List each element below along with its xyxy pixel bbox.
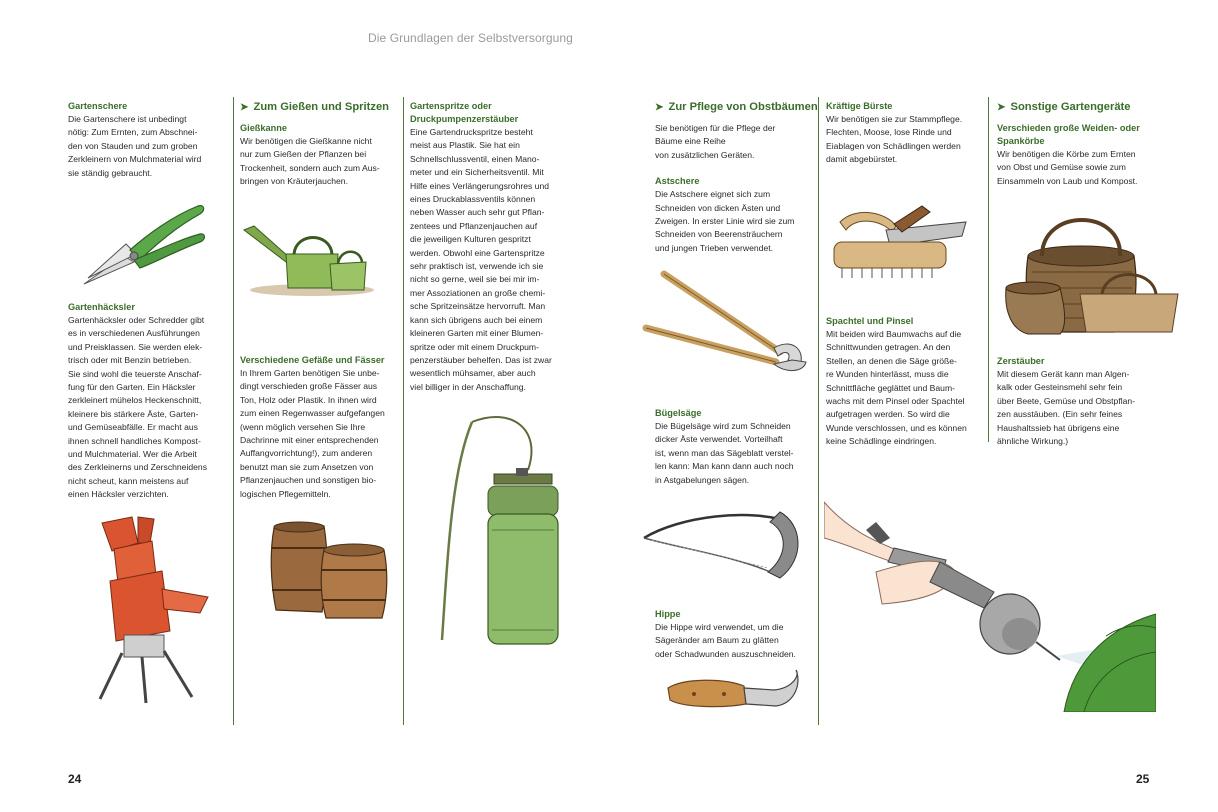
pressure-sprayer-illustration	[432, 410, 572, 660]
column-4-hippe	[655, 608, 815, 661]
text-line: eines Druckablassventils können	[410, 194, 536, 205]
text-line: einen Häcksler verzichten.	[68, 489, 169, 500]
heading-gefaesse: Verschiedene Gefäße und Fässer	[240, 355, 385, 365]
page-number-right: 25	[1136, 772, 1150, 786]
column-6	[997, 100, 1157, 188]
heading-hippe: Hippe	[655, 609, 681, 619]
text-line: trisch oder mit Benzin betrieben.	[68, 355, 192, 366]
text-spachtel	[826, 328, 986, 449]
text-line: meter und ein Sicherheitsventil. Mit	[410, 167, 544, 178]
text-line: Zweigen. In erster Linie wird sie zum	[655, 216, 795, 227]
text-line: nur zum Gießen der Pflanzen bei	[240, 149, 367, 160]
heading-buegelsaege: Bügelsäge	[655, 408, 702, 418]
text-line: oder Schadwunden auszuschneiden.	[655, 648, 796, 659]
text-line: Sie benötigen für die Pflege der	[655, 123, 776, 133]
text-line: Schneiden von dicken Ästen und	[655, 202, 781, 213]
text-line: ist, wenn man das Sägeblatt verstel-	[655, 447, 794, 458]
text-line: die jeweiligen Kulturen gespritzt	[410, 234, 531, 245]
text-line: in Astgabelungen sägen.	[655, 474, 750, 485]
text-line: über Beete, Gemüse und Obstpflan-	[997, 395, 1136, 406]
text-line: aufgetragen werden. So wird die	[826, 409, 950, 420]
column-rule-3	[818, 97, 819, 725]
text-line: nicht so gerne, weil sie bei mir im-	[410, 274, 540, 285]
text-line: Zerkleinern von Mulchmaterial wird	[68, 154, 202, 165]
text-line: zum einen Regenwasser aufgefangen	[240, 408, 385, 419]
heading-gartenhaecksler: Gartenhäcksler	[68, 302, 135, 312]
text-line: zen ausstäuben. (Ein sehr feines	[997, 409, 1123, 420]
text-line: sche Spritzeinsätze hervorruft. Man	[410, 301, 546, 312]
text-line: und Mulchmaterial. Wer die Arbeit	[68, 449, 197, 460]
text-line: benutzt man sie zum Ansetzen von	[240, 461, 374, 472]
text-line: und jungen Trieben verwendet.	[655, 242, 774, 253]
text-buegelsaege	[655, 420, 815, 487]
text-line: neben Wasser auch sehr gut Pflan-	[410, 207, 545, 218]
text-giesskanne	[240, 135, 400, 189]
text-line: zentees und Pflanzenjauchen auf	[410, 220, 538, 231]
text-intro-obstbaeume	[655, 122, 815, 162]
column-rule-2	[403, 97, 404, 725]
text-line: bringen von Kräuterjauchen.	[240, 176, 348, 187]
text-line: Schnittwunden getragen. An den	[826, 342, 951, 353]
column-2-gefaesse	[240, 354, 400, 501]
text-line: mer Assoziationen an große chemi-	[410, 287, 546, 298]
column-rule-1	[233, 97, 234, 725]
text-line: Pflanzenjauchen und sonstigen bio-	[240, 475, 377, 486]
section-title: Zur Pflege von Obstbäumen	[668, 101, 818, 113]
text-line: keine Schädlinge eindringen.	[826, 436, 937, 447]
text-line: Dachrinne mit einer entsprechenden	[240, 435, 379, 446]
text-line: spritze oder mit einem Druckpum-	[410, 341, 539, 352]
text-line: fung für den Garten. Ein Häcksler	[68, 382, 196, 393]
section-title: Sonstige Gartengeräte	[1010, 101, 1131, 113]
section-sonstige	[997, 100, 1157, 115]
column-rule-4	[988, 97, 989, 442]
text-line: Die Gartenschere ist unbedingt	[68, 114, 187, 124]
text-line: Ton, Holz oder Plastik. In ihnen wird	[240, 394, 377, 405]
text-line: Stellen, an denen die Säge größe-	[826, 355, 957, 366]
text-line: meist aus Plastik. Sie hat ein	[410, 140, 520, 151]
text-line: re Wunden hinterlässt, muss die	[826, 369, 949, 380]
text-line: Eiablagen von Schädlingen werden	[826, 140, 961, 151]
heading-line: Verschieden große Weiden- oder	[997, 123, 1140, 133]
heading-buerste: Kräftige Bürste	[826, 101, 893, 111]
text-line: den von Stauden und zum groben	[68, 140, 198, 151]
text-koerbe	[997, 148, 1157, 188]
text-line: ähnliche Wirkung.)	[997, 436, 1069, 447]
text-line: dingt verschieden große Fässer aus	[240, 381, 378, 392]
text-line: Wir benötigen die Gießkanne nicht	[240, 136, 372, 146]
text-line: Wir benötigen sie zur Stammpflege.	[826, 114, 963, 124]
column-2	[240, 100, 400, 189]
text-line: Einsammeln von Laub und Kompost.	[997, 175, 1138, 186]
baskets-illustration	[1002, 208, 1184, 338]
text-line: Mit beiden wird Baumwachs auf die	[826, 329, 962, 339]
text-line: Schnittfläche geglättet und Baum-	[826, 382, 955, 393]
loppers-illustration	[640, 268, 812, 378]
text-line: Flechten, Moose, lose Rinde und	[826, 127, 952, 138]
text-line: von zusätzlichen Geräten.	[655, 149, 755, 160]
text-line: len kann: Man kann dann auch noch	[655, 461, 794, 472]
arrow-icon: ➤	[655, 102, 664, 113]
text-line: kleinere bis stärkere Äste, Garten-	[68, 408, 199, 419]
column-3	[410, 100, 570, 394]
text-gartenhaecksler	[68, 314, 228, 502]
text-line: Hilfe eines Verlängerungsrohres und	[410, 180, 550, 191]
heading-astschere: Astschere	[655, 176, 700, 187]
text-line: Trockenheit, sondern auch zum Aus-	[240, 162, 380, 173]
arrow-icon: ➤	[997, 102, 1006, 113]
text-line: (wenn möglich versehen Sie Ihre	[240, 421, 366, 432]
text-line: kleineren Garten mit einer Blumen-	[410, 328, 544, 339]
text-line: logischen Pflegemitteln.	[240, 488, 331, 499]
text-line: Schnellschlussventil, einen Mano-	[410, 153, 540, 164]
running-header: Die Grundlagen der Selbstversorgung	[368, 31, 573, 45]
text-line: damit abgebürstet.	[826, 154, 898, 165]
text-line: Sie sind wohl die teuerste Anschaf-	[68, 368, 202, 379]
column-6-zerstaeuber	[997, 355, 1157, 448]
text-hippe	[655, 621, 815, 661]
pruning-knife-illustration	[664, 668, 804, 718]
section-title: Zum Gießen und Spritzen	[253, 101, 389, 113]
text-line: wesentlich mühsamer, aber auch	[410, 368, 536, 379]
heading-line: Druckpumpenzerstäuber	[410, 114, 519, 124]
text-line: und Gemüseabfälle. Er macht aus	[68, 422, 198, 433]
section-obstbaeume	[655, 100, 818, 115]
text-line: und Preisklassen. Sie werden elek-	[68, 341, 203, 352]
heading-zerstaeuber: Zerstäuber	[997, 356, 1045, 366]
brush-illustration	[826, 202, 976, 286]
text-line: Haushaltssieb hat übrigens eine	[997, 422, 1120, 433]
bow-saw-illustration	[640, 502, 805, 584]
text-line: kann sich übrigens auch bei einem	[410, 314, 543, 325]
text-line: Die Astschere eignet sich zum	[655, 189, 771, 200]
text-line: Auffangvorrichtung!), zum anderen	[240, 448, 373, 459]
watering-can-illustration	[240, 218, 380, 298]
text-line: Die Hippe wird verwendet, um die	[655, 622, 784, 632]
heading-line: Gartenspritze oder	[410, 101, 492, 111]
section-giessen-spritzen	[240, 100, 400, 115]
text-gartenschere	[68, 113, 228, 180]
text-line: nicht scheut, kann meistens auf	[68, 475, 189, 486]
text-buerste	[826, 113, 986, 167]
text-line: es in verschiedenen Ausführungen	[68, 328, 200, 339]
text-line: Wunde verschlossen, und es können	[826, 422, 967, 433]
shredder-illustration	[92, 513, 232, 705]
heading-gartenschere: Gartenschere	[68, 101, 128, 111]
heading-gartenspritze	[410, 100, 570, 126]
text-line: Mit diesem Gerät kann man Algen-	[997, 369, 1130, 379]
text-line: Die Bügelsäge wird zum Schneiden	[655, 421, 791, 431]
text-gartenspritze	[410, 126, 570, 394]
text-line: zerkleinert mühelos Heckenschnitt,	[68, 395, 202, 406]
duster-illustration	[824, 496, 1156, 712]
column-1-haecksler	[68, 301, 228, 502]
text-line: viel billiger in der Anschaffung.	[410, 381, 526, 392]
text-line: kalk oder Gesteinsmehl sehr fein	[997, 382, 1123, 393]
text-line: Bäume eine Reihe	[655, 136, 726, 147]
heading-giesskanne: Gießkanne	[240, 123, 287, 133]
text-line: ihnen schnell handliches Kompost-	[68, 435, 201, 446]
pruning-shears-illustration	[78, 198, 208, 290]
heading-koerbe	[997, 122, 1157, 148]
barrels-illustration	[262, 520, 402, 620]
text-gefaesse	[240, 367, 400, 501]
text-zerstaeuber	[997, 368, 1157, 448]
text-line: Wir benötigen die Körbe zum Ernten	[997, 149, 1136, 159]
text-line: Sägeränder am Baum zu glätten	[655, 635, 779, 646]
column-5	[826, 100, 986, 167]
text-astschere	[655, 188, 815, 255]
column-5-spachtel	[826, 315, 986, 449]
page-number-left: 24	[68, 772, 82, 786]
text-line: penzerstäuber behelfen. Das ist zwar	[410, 354, 552, 365]
text-line: sehr praktisch ist, verwende ich sie	[410, 261, 544, 272]
text-line: Gartenhäcksler oder Schredder gibt	[68, 315, 205, 325]
text-line: nötig: Zum Ernten, zum Abschnei-	[68, 127, 198, 138]
heading-line: Spankörbe	[997, 136, 1045, 146]
text-line: des Zerkleinerns und Zerschneidens	[68, 462, 208, 473]
column-1	[68, 100, 228, 180]
heading-spachtel: Spachtel und Pinsel	[826, 316, 914, 326]
text-line: Eine Gartendruckspritze besteht	[410, 127, 533, 137]
text-line: werden. Obwohl eine Gartenspritze	[410, 247, 545, 258]
column-4-buegelsaege	[655, 407, 815, 487]
text-line: sie ständig gebraucht.	[68, 167, 153, 178]
text-line: von Obst und Gemüse sowie zum	[997, 162, 1126, 173]
text-line: wachs mit dem Pinsel oder Spachtel	[826, 396, 965, 407]
arrow-icon: ➤	[240, 102, 249, 113]
text-line: Schneiden von Beerensträuchern	[655, 229, 783, 240]
column-4	[655, 100, 818, 255]
text-line: In Ihrem Garten benötigen Sie unbe-	[240, 368, 380, 378]
text-line: dicker Äste verwendet. Vorteilhaft	[655, 434, 783, 445]
